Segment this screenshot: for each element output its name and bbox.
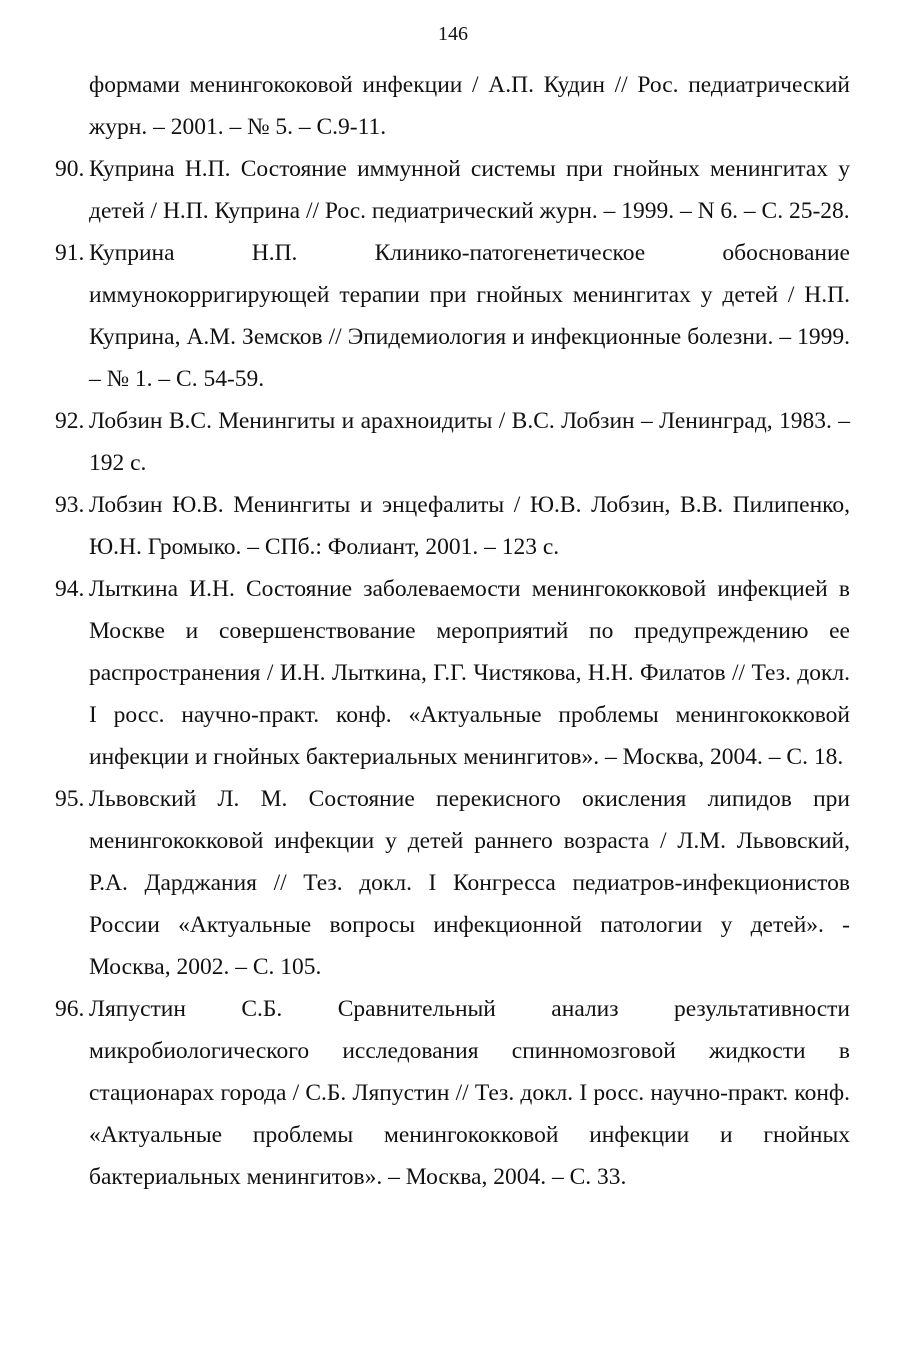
reference-entry-94	[55, 568, 850, 778]
reference-number: 91.	[55, 240, 85, 266]
reference-entry-95	[55, 778, 850, 988]
reference-entry-91	[55, 232, 850, 400]
reference-entry-continued	[55, 64, 850, 148]
reference-number: 94.	[55, 576, 85, 602]
reference-text: формами менингококовой инфекции / А.П. Кудин // Рос. педиатрический журн. – 2001. – № 5. – С.9-11.	[89, 72, 850, 140]
reference-text: Куприна Н.П. Состояние иммунной системы при гнойных менингитах у детей / Н.П. Куприна // Рос. педиатрический журн. – 1999. – N 6. – С. 25-28.	[89, 156, 850, 224]
reference-text: Львовский Л. М. Состояние перекисного окисления липидов при менингококковой инфекции у детей раннего возраста / Л.М. Львовский, Р.А. Дарджания // Тез. докл. I Конгресса педиатров-инфекционистов России «Актуальные вопросы инфекционной патологии у детей». - Москва, 2002. – С. 105.	[89, 786, 850, 980]
reference-text: Куприна Н.П. Клинико-патогенетическое обоснование иммунокорригирующей терапии при гнойных менингитах у детей / Н.П. Куприна, А.М. Земсков // Эпидемиология и инфекционные болезни. – 1999. – № 1. – С. 54-59.	[89, 240, 850, 392]
reference-entry-96	[55, 988, 850, 1198]
reference-text: Лобзин В.С. Менингиты и арахноидиты / В.С. Лобзин – Ленинград, 1983. – 192 с.	[89, 408, 850, 476]
reference-number: 92.	[55, 408, 85, 434]
reference-text: Лыткина И.Н. Состояние заболеваемости менингококковой инфекцией в Москве и совершенствование мероприятий по предупреждению ее распространения / И.Н. Лыткина, Г.Г. Чистякова, Н.Н. Филатов // Тез. докл. I росс. научно-практ. конф. «Актуальные проблемы менингококковой инфекции и гнойных бактериальных менингитов». – Москва, 2004. – С. 18.	[89, 576, 850, 770]
page-number: 146	[438, 23, 468, 45]
reference-text: Ляпустин С.Б. Сравнительный анализ результативности микробиологического исследования спинномозговой жидкости в стационарах города / С.Б. Ляпустин // Тез. докл. I росс. научно-практ. конф. «Актуальные проблемы менингококковой инфекции и гнойных бактериальных менингитов». – Москва, 2004. – С. 33.	[89, 996, 850, 1190]
reference-number: 95.	[55, 786, 85, 812]
reference-number: 90.	[55, 156, 85, 182]
reference-text: Лобзин Ю.В. Менингиты и энцефалиты / Ю.В. Лобзин, В.В. Пилипенко, Ю.Н. Громыко. – СПб.: Фолиант, 2001. – 123 с.	[89, 492, 850, 560]
reference-entry-92	[55, 400, 850, 484]
reference-number: 93.	[55, 492, 85, 518]
reference-entry-93	[55, 484, 850, 568]
reference-number: 96.	[55, 996, 85, 1022]
reference-list	[55, 64, 850, 1198]
reference-entry-90	[55, 148, 850, 232]
